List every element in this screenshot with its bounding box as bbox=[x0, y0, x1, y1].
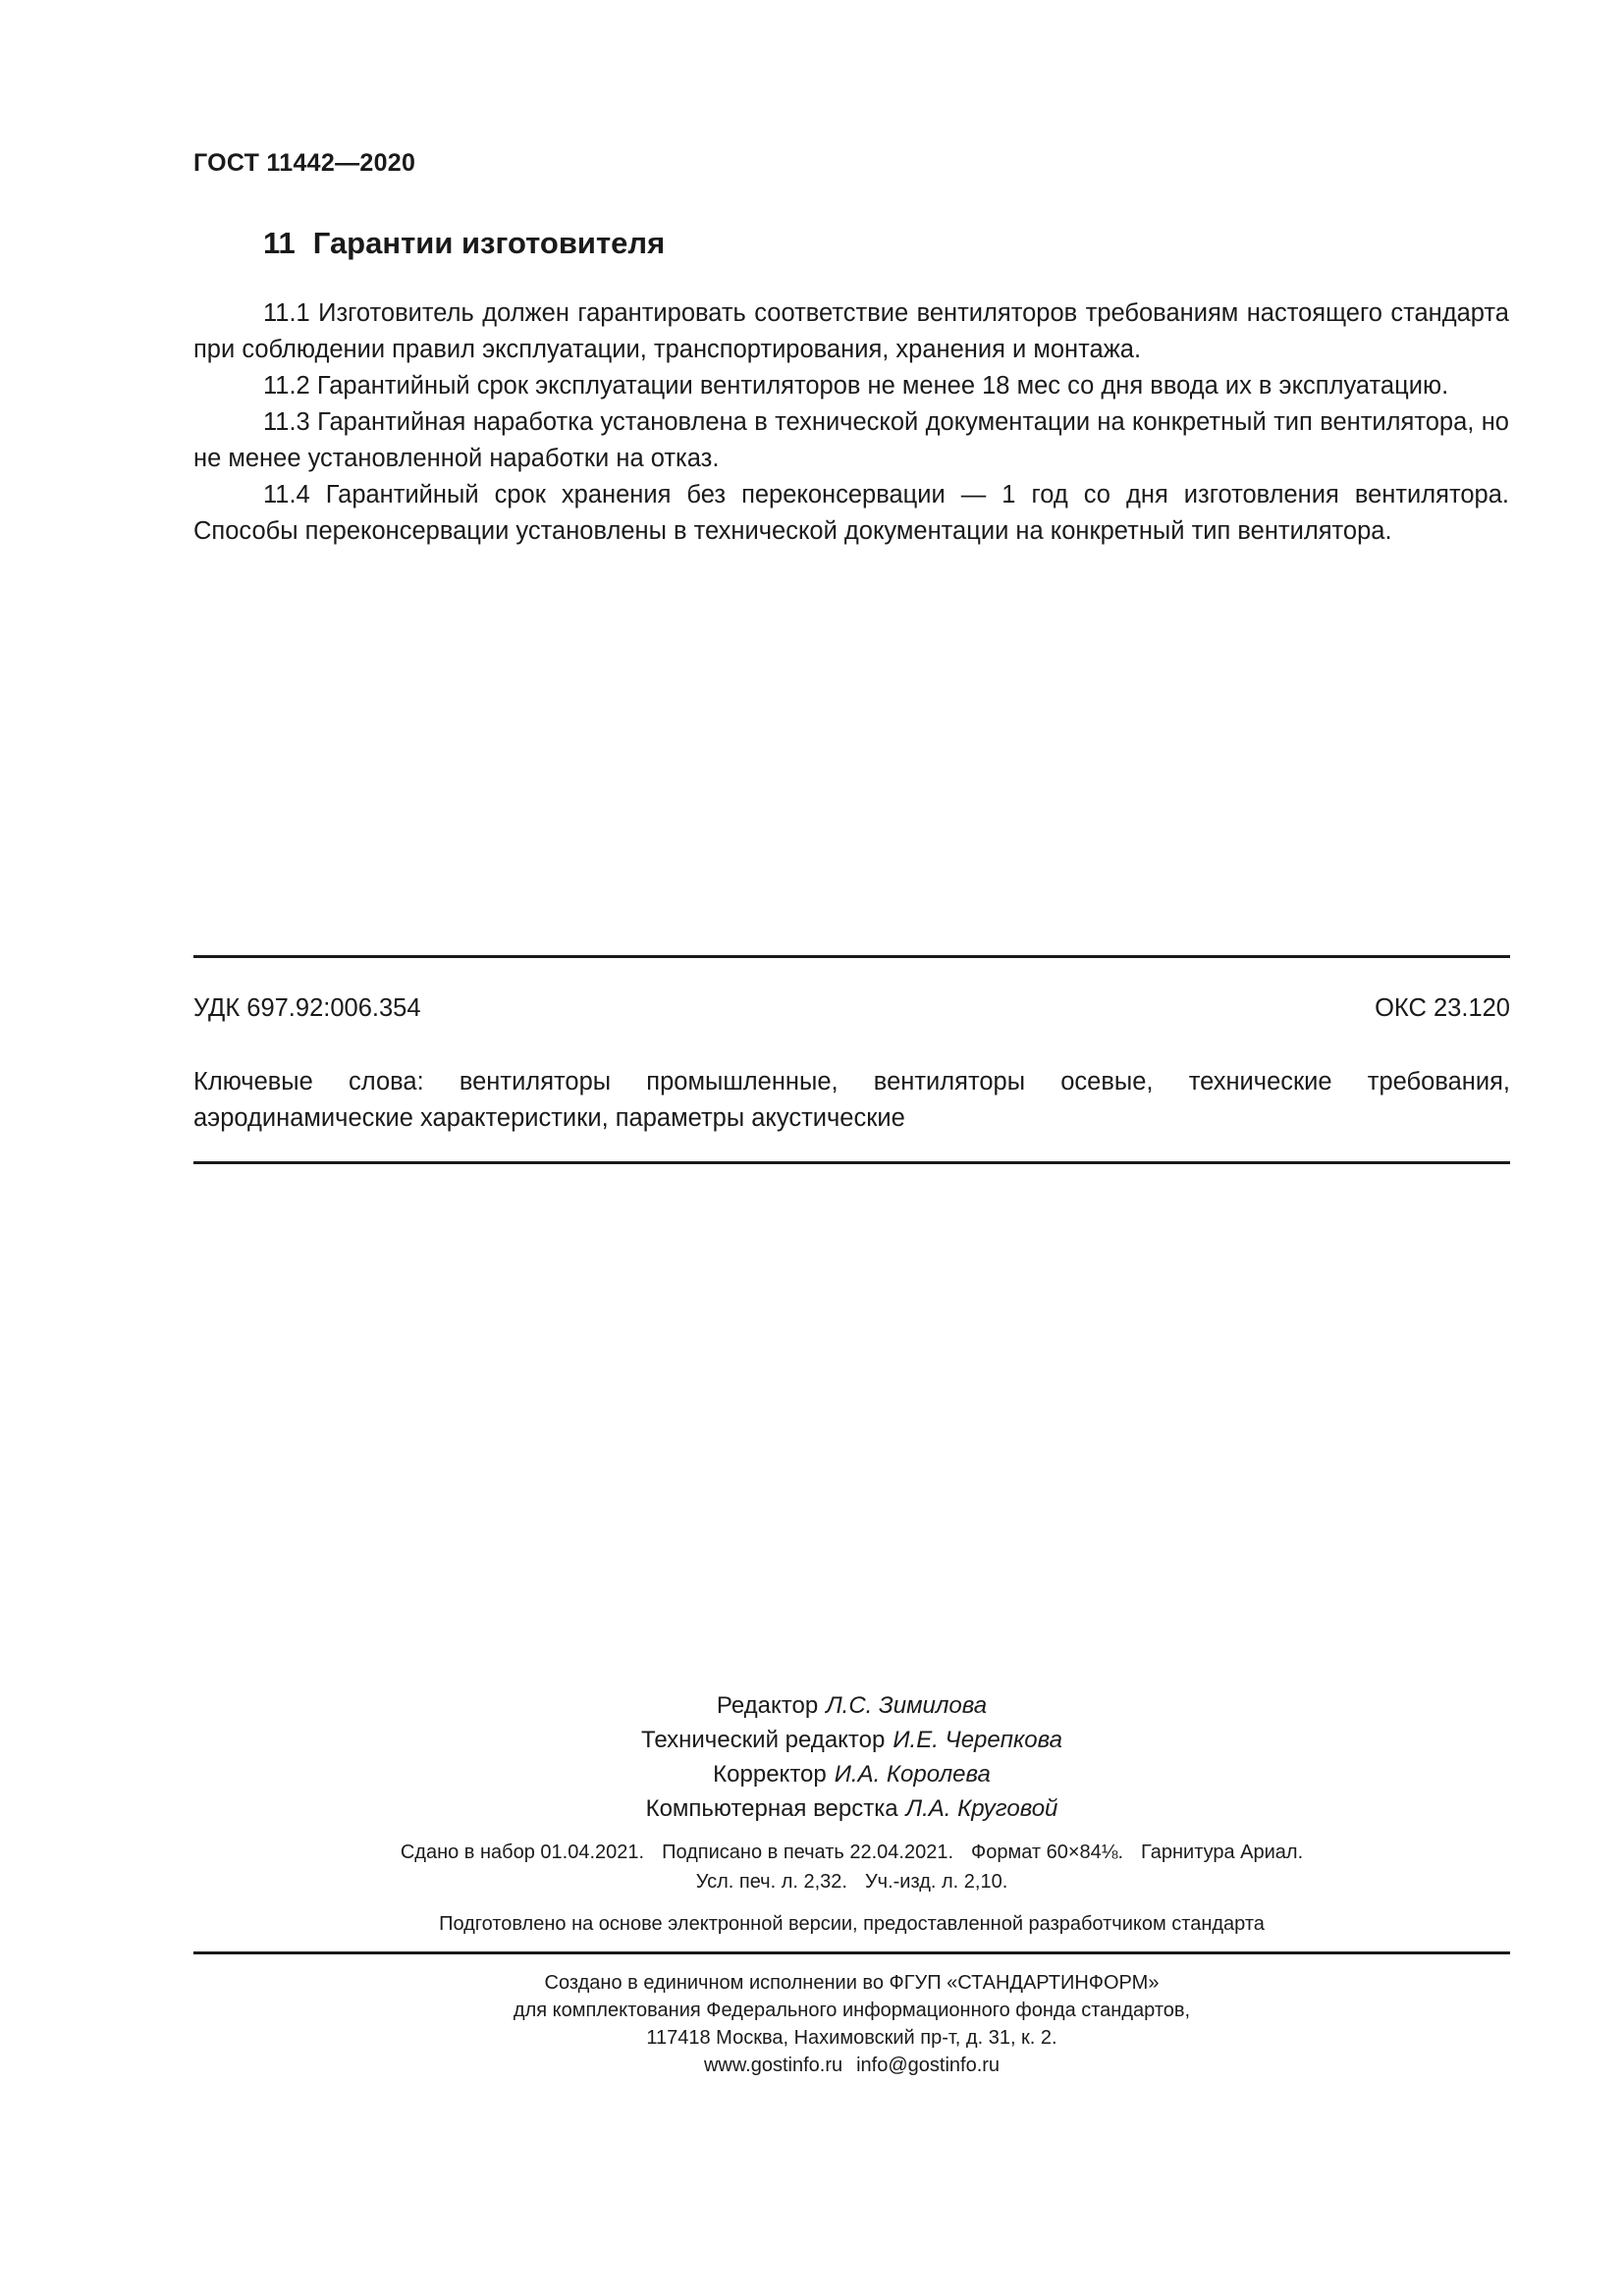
publisher-address: 117418 Москва, Нахимовский пр-т, д. 31, к. 2. bbox=[646, 2027, 1057, 2049]
divider-keywords bbox=[193, 1161, 1510, 1164]
credit-name: Л.А. Круговой bbox=[905, 1795, 1058, 1822]
credit-role: Редактор bbox=[716, 1692, 819, 1719]
imprint-typeface: Гарнитура Ариал. bbox=[1141, 1842, 1304, 1863]
publisher-line-1: Создано в единичном исполнении во ФГУП «СТАНДАРТИНФОРМ» bbox=[544, 1972, 1160, 1994]
publisher-email-link[interactable]: info@gostinfo.ru bbox=[856, 2055, 1001, 2076]
paragraph-11-1: 11.1 Изготовитель должен гарантировать соответствие вентиляторов требованиям настоящего стандарта при соблюдении правил эксплуатации, транспортирования, хранения и монтажа. bbox=[193, 299, 1509, 363]
credit-tech-editor bbox=[193, 1723, 1510, 1757]
imprint-edition-sheets: Уч.-изд. л. 2,10. bbox=[864, 1871, 1008, 1893]
oks-code: ОКС 23.120 bbox=[1375, 994, 1510, 1022]
credit-editor bbox=[193, 1688, 1510, 1723]
keywords: Ключевые слова: вентиляторы промышленные, вентиляторы осевые, технические требования, аэродинамические характеристики, параметры акустические bbox=[193, 1068, 1510, 1132]
paragraph-11-4: 11.4 Гарантийный срок хранения без переконсервации — 1 год со дня изготовления вентилятора. Способы переконсервации установлены в технической документации на конкретный тип вентилятора. bbox=[193, 481, 1509, 545]
credit-role: Технический редактор bbox=[641, 1727, 886, 1753]
imprint-print-sheets: Усл. печ. л. 2,32. bbox=[695, 1871, 847, 1893]
credit-role: Корректор bbox=[713, 1761, 827, 1788]
publisher-line-2: для комплектования Федерального информационного фонда стандартов, bbox=[513, 2000, 1191, 2021]
divider-top bbox=[193, 955, 1510, 958]
imprint-line-1 bbox=[193, 1838, 1510, 1867]
paragraph-11-2: 11.2 Гарантийный срок эксплуатации вентиляторов не менее 18 мес со дня ввода их в эксплуатацию. bbox=[263, 372, 1449, 400]
publisher-website-link[interactable]: www.gostinfo.ru bbox=[703, 2055, 843, 2076]
section-title: Гарантии изготовителя bbox=[312, 226, 666, 260]
credits-block bbox=[193, 1688, 1510, 1826]
imprint-submitted: Сдано в набор 01.04.2021. bbox=[400, 1842, 645, 1863]
publisher-contacts bbox=[193, 2052, 1510, 2079]
publisher-block bbox=[193, 1969, 1510, 2079]
udk-code: УДК 697.92:006.354 bbox=[193, 994, 421, 1022]
credit-name: И.Е. Черепкова bbox=[893, 1727, 1062, 1753]
paragraph-11-3: 11.3 Гарантийная наработка установлена в технической документации на конкретный тип вентилятора, но не менее установленной наработки на отказ. bbox=[193, 408, 1509, 472]
section-heading bbox=[263, 226, 665, 261]
section-number: 11 bbox=[263, 226, 296, 260]
imprint-line-2 bbox=[193, 1867, 1510, 1896]
credit-proofreader bbox=[193, 1757, 1510, 1791]
imprint-format: Формат 60×84⅛. bbox=[971, 1842, 1124, 1863]
credit-layout bbox=[193, 1791, 1510, 1826]
credit-name: Л.С. Зимилова bbox=[826, 1692, 988, 1719]
credit-role: Компьютерная верстка bbox=[645, 1795, 898, 1822]
divider-publisher bbox=[193, 1951, 1510, 1954]
imprint-signed: Подписано в печать 22.04.2021. bbox=[662, 1842, 954, 1863]
document-code: ГОСТ 11442—2020 bbox=[193, 149, 416, 177]
credit-name: И.А. Королева bbox=[834, 1761, 991, 1788]
section-body bbox=[193, 295, 1509, 550]
prepared-note: Подготовлено на основе электронной версии, предоставленной разработчиком стандарта bbox=[439, 1913, 1265, 1935]
imprint-block bbox=[193, 1838, 1510, 1896]
